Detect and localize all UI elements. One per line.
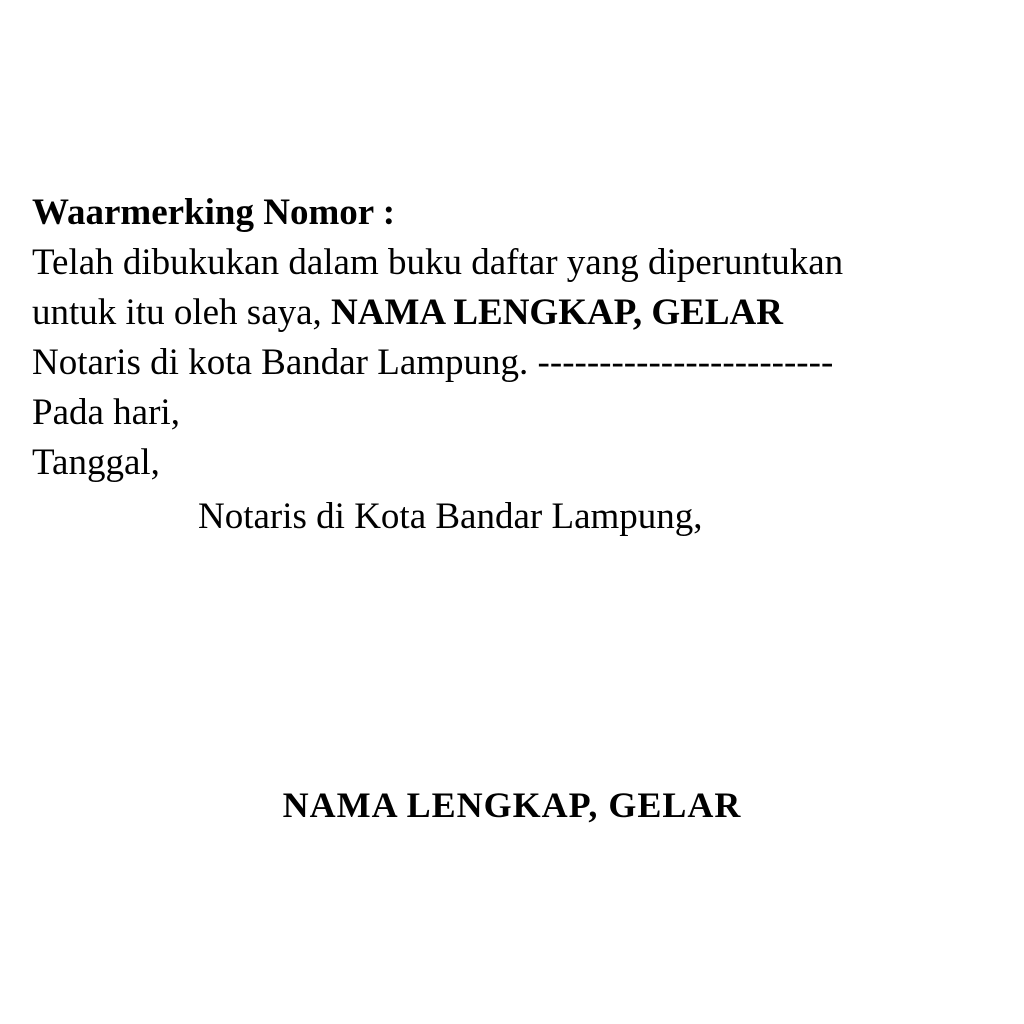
signature-city-line: Notaris di Kota Bandar Lampung, bbox=[198, 496, 703, 537]
day-label: Pada hari, bbox=[32, 392, 180, 433]
registration-statement-line-2 bbox=[32, 288, 1002, 338]
waarmerking-heading: Waarmerking Nomor : bbox=[32, 192, 396, 233]
signature-notary-name: NAMA LENGKAP, GELAR bbox=[282, 785, 742, 825]
waarmerking-text-block bbox=[32, 188, 1002, 488]
registration-statement-prefix: untuk itu oleh saya, bbox=[32, 292, 332, 333]
registration-statement-line-3: Notaris di kota Bandar Lampung. ------------------------ bbox=[32, 342, 834, 383]
registration-statement-line-1: Telah dibukukan dalam buku daftar yang diperuntukan bbox=[32, 242, 844, 283]
notary-name-inline: NAMA LENGKAP, GELAR bbox=[331, 292, 783, 333]
date-label: Tanggal, bbox=[32, 442, 160, 483]
